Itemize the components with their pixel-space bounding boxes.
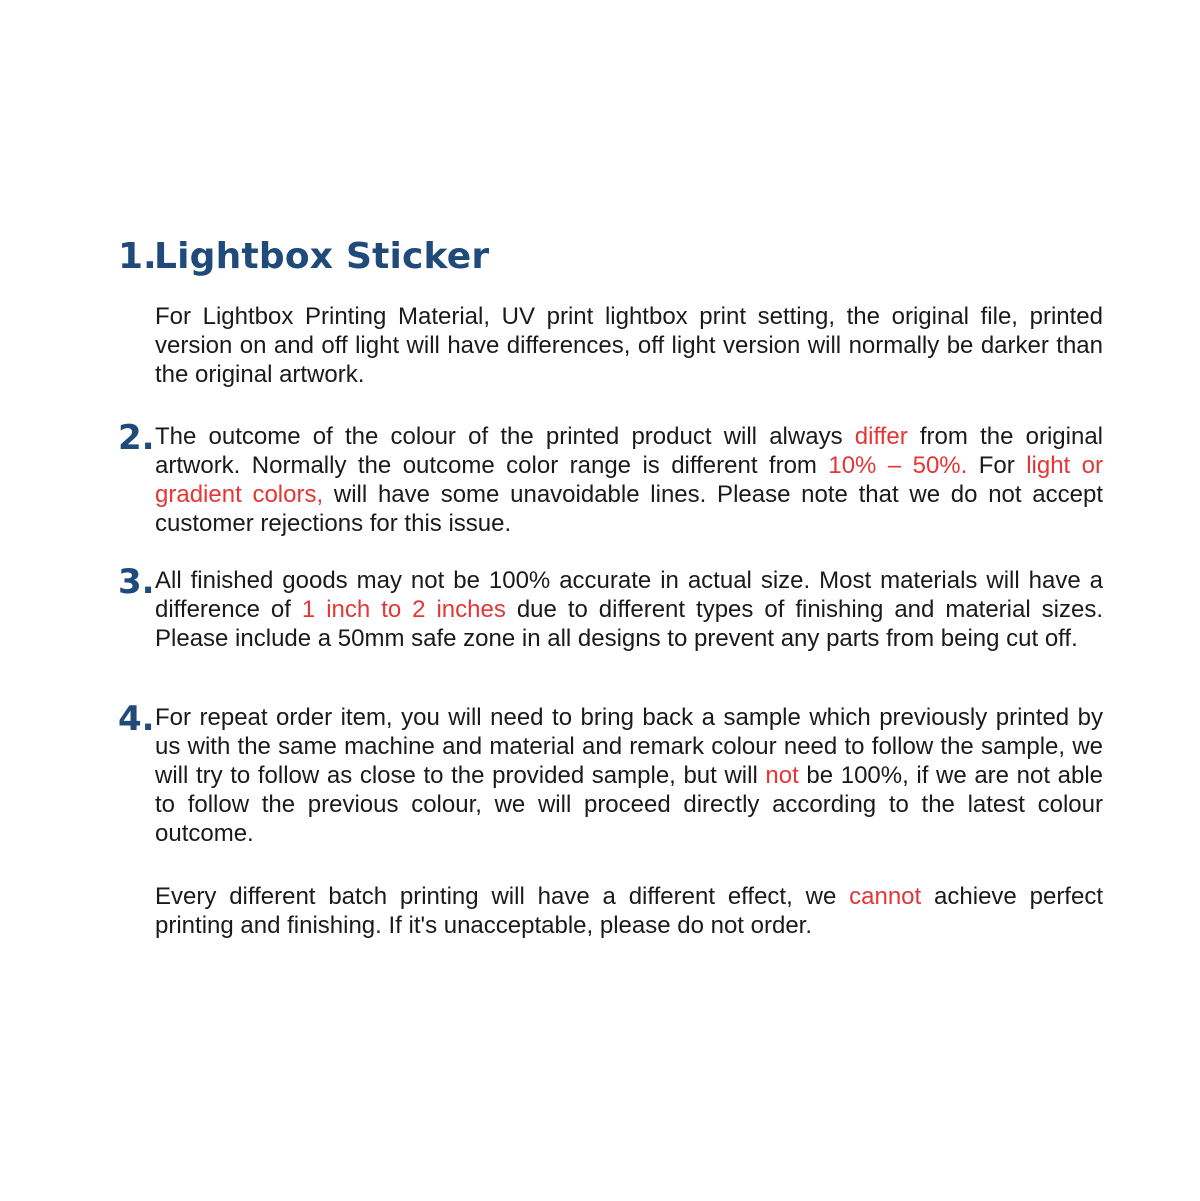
section-heading	[118, 236, 489, 277]
note-paragraph	[155, 422, 1103, 538]
heading-title: Lightbox Sticker	[154, 236, 490, 277]
text-segment: from the original artwork. Normally the outcome color range is different from	[155, 423, 1104, 479]
note-item-4	[118, 699, 1104, 848]
highlight-text: differ	[854, 423, 908, 450]
text-segment: For repeat order item, you will need to bring back a sample which previously printed by us with the same machine and material and remark colour need to follow the sample, we will try to follow as close to the provided sample, but will	[155, 704, 1103, 789]
note-item-1	[118, 302, 1104, 389]
item-number: 4.	[118, 699, 155, 739]
text-segment: Every different batch printing will have a different effect, we	[155, 883, 850, 910]
text-segment: The outcome of the colour of the printed product will always	[155, 423, 855, 450]
text-segment: For Lightbox Printing Material, UV print lightbox print setting, the original file, printed version on and off light will have differences, off light version will normally be darker than the original artwork.	[155, 303, 1103, 388]
note-item-3	[118, 562, 1104, 653]
note-paragraph	[155, 703, 1103, 848]
text-segment: will have some unavoidable lines. Please note that we do not accept customer rejections for this issue.	[155, 481, 1103, 537]
highlight-text: cannot	[849, 883, 922, 910]
item-number: 3.	[118, 562, 155, 602]
note-paragraph	[155, 302, 1103, 389]
text-segment: For	[967, 452, 1027, 479]
highlight-text: light or gradient colors,	[155, 452, 1103, 508]
heading-number: 1.	[118, 236, 157, 277]
note-item-5	[118, 882, 1104, 940]
note-item-2	[118, 418, 1104, 538]
item-number: 2.	[118, 418, 155, 458]
note-paragraph	[155, 566, 1103, 653]
note-paragraph	[155, 882, 1103, 940]
highlight-text: 10% – 50%.	[828, 452, 968, 479]
highlight-text: 1 inch to 2 inches	[301, 596, 506, 623]
highlight-text: not	[765, 762, 799, 789]
text-segment: All finished goods may not be 100% accurate in actual size. Most materials will have a difference of	[155, 567, 1103, 623]
text-segment: due to different types of finishing and material sizes. Please include a 50mm safe zone in all designs to prevent any parts from being cut off.	[155, 596, 1103, 652]
text-segment: be 100%, if we are not able to follow the previous colour, we will proceed directly according to the latest colour outcome.	[155, 762, 1104, 847]
text-segment: achieve perfect printing and finishing. If it's unacceptable, please do not order.	[155, 883, 1103, 939]
